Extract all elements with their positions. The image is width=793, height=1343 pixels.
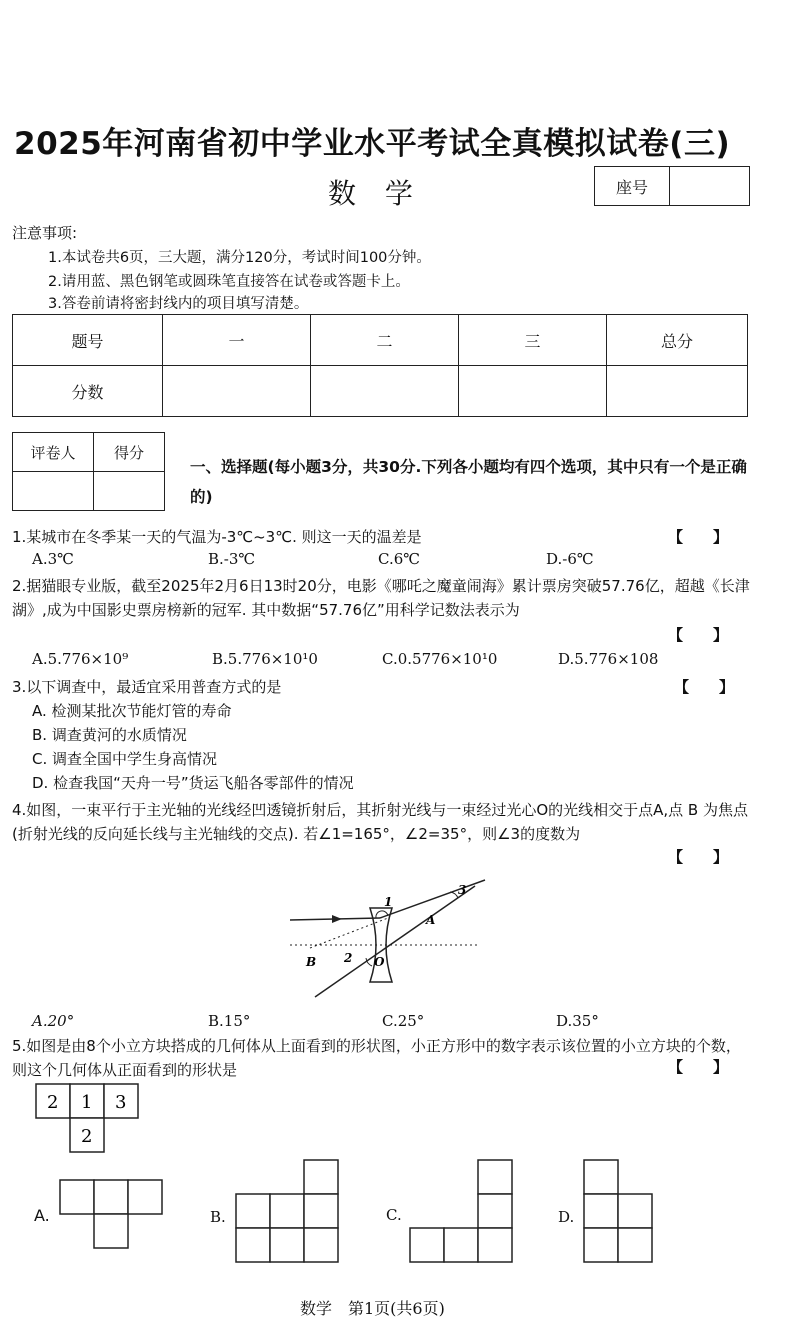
score-header-cell: 二: [311, 315, 459, 366]
point-label: B: [306, 955, 317, 969]
notice-item: 2.请用蓝、黑色钢笔或圆珠笔直接答在试卷或答题卡上。: [48, 274, 410, 290]
option-d: D. 检查我国“天舟一号”货运飞船各零部件的情况: [32, 774, 354, 792]
option-a-label: A.: [34, 1206, 50, 1225]
question-4-stem: 4.如图，一束平行于主光轴的光线经凹透镜折射后，其折射光线与一束经过光心O的光线相交于点A,点 B 为焦点(折射光线的反向延长线与主光轴线的交点). 若∠1=165°，∠2=35°，则∠3的度数为: [12, 801, 748, 843]
seat-number-label: 座号: [595, 167, 670, 205]
lens-diagram: [280, 872, 500, 1002]
question-5-stem: 5.如图是由8个小立方块搭成的几何体从上面看到的形状图，小正方形中的数字表示该位置的小立方块的个数，则这个几何体从正面看到的形状是: [12, 1037, 741, 1079]
score-row-label: 分数: [13, 366, 163, 417]
grader-cell[interactable]: [94, 472, 165, 511]
option-a: A.5.776×10⁹: [32, 650, 129, 668]
angle-label: 3: [458, 883, 467, 897]
score-header-cell: 一: [163, 315, 311, 366]
question-2-stem: 2.据猫眼专业版，截至2025年2月6日13时20分，电影《哪吒之魔童闹海》累计票房突破57.76亿，超越《长津湖》,成为中国影史票房榜新的冠军. 其中数据“57.76亿”用科学记数法表示为: [12, 577, 750, 619]
seat-number-field[interactable]: [670, 167, 749, 205]
grader-cell[interactable]: [13, 472, 94, 511]
option-c: C. 调查全国中学生身高情况: [32, 750, 218, 768]
option-b-label: B.: [210, 1208, 226, 1226]
grader-header-cell: 评卷人: [13, 433, 94, 472]
option-c-figure: [410, 1160, 514, 1266]
score-table: [12, 314, 748, 417]
option-c: C.0.5776×10¹0: [382, 650, 498, 668]
option-a: A. 检测某批次节能灯管的寿命: [32, 702, 232, 720]
answer-bracket: 【 】: [674, 678, 735, 696]
option-b-figure: [236, 1160, 340, 1266]
score-cell[interactable]: [311, 366, 459, 417]
option-d: D.35°: [556, 1012, 599, 1030]
top-view-figure: [36, 1084, 146, 1156]
top-view-count: 2: [47, 1092, 59, 1113]
score-header-cell: 总分: [607, 315, 748, 366]
subject-title: 数 学: [328, 177, 423, 210]
option-b: B.-3℃: [208, 550, 256, 568]
question-3-stem: 3.以下调查中，最适宜采用普查方式的是: [12, 678, 282, 696]
central-ray: [315, 886, 475, 997]
option-c-label: C.: [386, 1206, 402, 1224]
grader-header-cell: 得分: [94, 433, 165, 472]
answer-bracket: 【 】: [668, 528, 729, 546]
top-view-count: 1: [81, 1092, 93, 1113]
question-1-stem: 1.某城市在冬季某一天的气温为-3℃~3℃. 则这一天的温差是: [12, 528, 422, 546]
angle-label: 2: [344, 951, 353, 965]
notice-title: 注意事项:: [12, 224, 78, 242]
score-cell[interactable]: [459, 366, 607, 417]
point-label: O: [374, 955, 385, 969]
arrow-icon: [332, 915, 342, 923]
page-footer: 数学 第1页(共6页): [300, 1299, 445, 1318]
top-view-count: 2: [81, 1126, 93, 1147]
option-a-figure: [60, 1180, 164, 1252]
option-b: B.15°: [208, 1012, 251, 1030]
option-d-figure: [584, 1160, 654, 1266]
score-cell[interactable]: [607, 366, 748, 417]
score-cell[interactable]: [163, 366, 311, 417]
option-d: D.-6℃: [546, 550, 594, 568]
score-table-row: [13, 366, 748, 417]
seat-number-box: [594, 166, 750, 206]
option-d: D.5.776×108: [558, 650, 659, 668]
exam-title: 2025年河南省初中学业水平考试全真模拟试卷(三): [14, 126, 731, 162]
notice-item: 1.本试卷共6页，三大题，满分120分，考试时间100分钟。: [48, 250, 431, 266]
option-b: B.5.776×10¹0: [212, 650, 318, 668]
option-a: A.3℃: [32, 550, 74, 568]
point-label: A: [426, 913, 436, 927]
section-heading: 一、选择题(每小题3分，共30分.下列各小题均有四个选项，其中只有一个是正确的): [190, 458, 747, 506]
score-header-cell: 题号: [13, 315, 163, 366]
score-header-cell: 三: [459, 315, 607, 366]
answer-bracket: 【 】: [668, 848, 729, 866]
notice-item: 3.答卷前请将密封线内的项目填写清楚。: [48, 296, 309, 312]
top-view-count: 3: [115, 1092, 127, 1113]
score-table-header-row: [13, 315, 748, 366]
option-a: A.20°: [32, 1012, 75, 1030]
answer-bracket: 【 】: [668, 1058, 729, 1076]
option-c: C.25°: [382, 1012, 425, 1030]
angle-label: 1: [384, 895, 393, 909]
grader-table: [12, 432, 165, 511]
option-d-label: D.: [558, 1208, 575, 1226]
answer-bracket: 【 】: [668, 626, 729, 644]
option-c: C.6℃: [378, 550, 421, 568]
option-b: B. 调查黄河的水质情况: [32, 726, 187, 744]
